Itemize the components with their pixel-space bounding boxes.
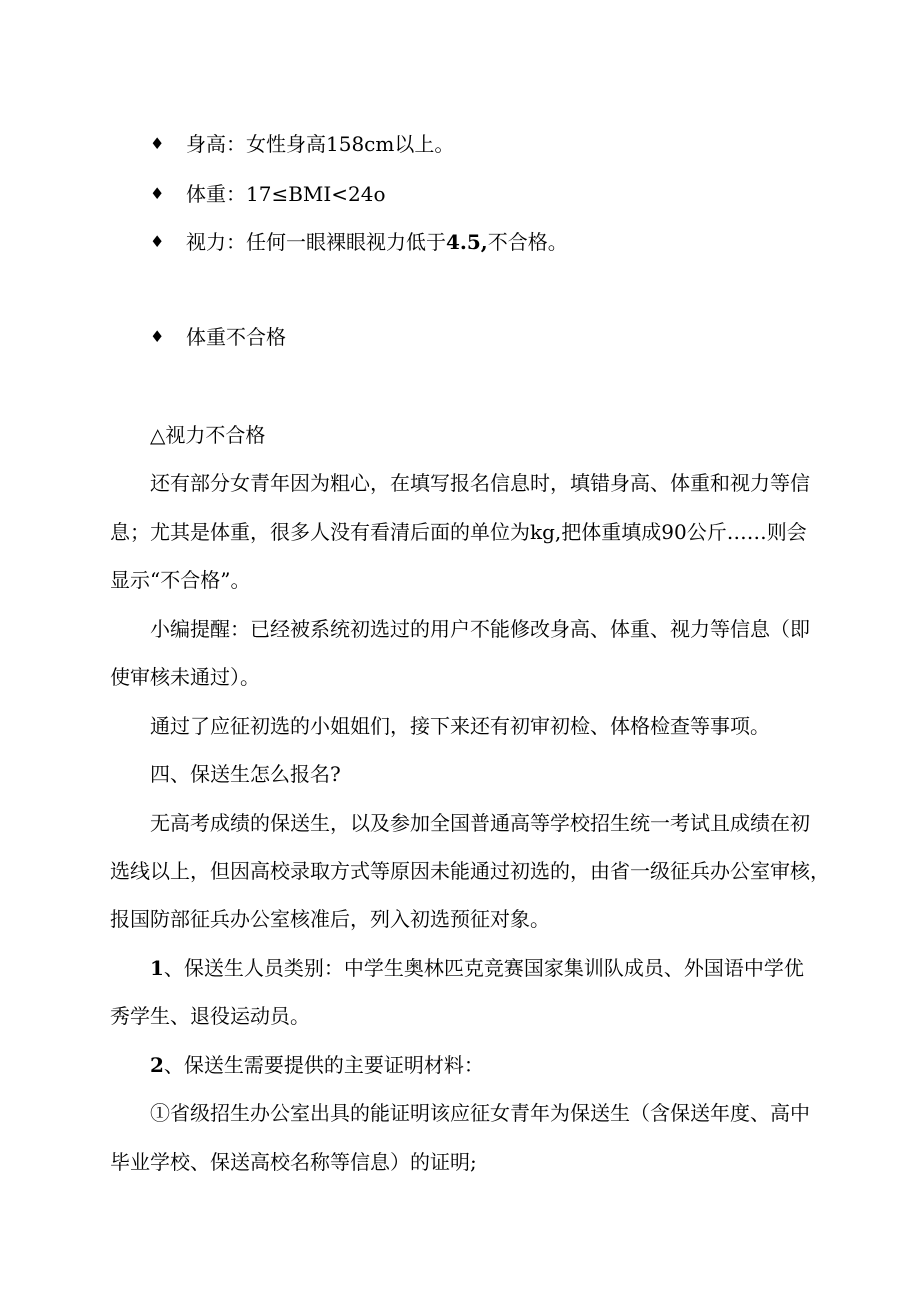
item-1-number: 1 bbox=[150, 956, 164, 980]
item-3-line-1: ①省级招生办公室出具的能证明该应征女青年为保送生（含保送年度、高中 bbox=[150, 1101, 810, 1125]
diamond-bullet-icon: ♦ bbox=[150, 232, 165, 251]
item-2-number: 2 bbox=[150, 1053, 164, 1077]
bullet-vision-pre: 视力：任何一眼裸眼视力低于 bbox=[186, 230, 446, 254]
bullet-height: 身高：女性身高158cm以上。 bbox=[186, 132, 455, 156]
bullet-vision-value: 4.5, bbox=[446, 230, 488, 254]
bullet-vision-post: 不合格。 bbox=[487, 230, 568, 254]
diamond-bullet-icon: ♦ bbox=[150, 184, 165, 203]
item-3-line-2: 毕业学校、保送高校名称等信息）的证明; bbox=[110, 1150, 477, 1174]
triangle-item-vision-fail: △视力不合格 bbox=[150, 423, 266, 447]
item-1-line-1 bbox=[150, 956, 804, 980]
bullet-weight: 体重：17≤BMI<24o bbox=[186, 182, 386, 206]
item-2-text: 、保送生需要提供的主要证明材料： bbox=[163, 1053, 484, 1077]
diamond-bullet-icon: ♦ bbox=[150, 134, 165, 153]
item-1-line-2: 秀学生、退役运动员。 bbox=[110, 1004, 310, 1028]
paragraph-1-line-1: 还有部分女青年因为粗心，在填写报名信息时，填错身高、体重和视力等信 bbox=[150, 471, 810, 495]
diamond-bullet-icon: ♦ bbox=[150, 327, 165, 346]
paragraph-4-line-2: 选线以上，但因高校录取方式等原因未能通过初选的，由省一级征兵办公室审核， bbox=[110, 859, 830, 883]
paragraph-4-line-1: 无高考成绩的保送生，以及参加全国普通高等学校招生统一考试且成绩在初 bbox=[150, 811, 810, 835]
section-heading-4: 四、保送生怎么报名? bbox=[150, 762, 341, 786]
paragraph-1-line-2: 息；尤其是体重，很多人没有看清后面的单位为kg,把体重填成90公斤……则会 bbox=[110, 520, 807, 544]
paragraph-2-line-1: 小编提醒：已经被系统初选过的用户不能修改身高、体重、视力等信息（即 bbox=[150, 617, 810, 641]
bullet-vision bbox=[186, 230, 568, 254]
item-1-text: 、保送生人员类别：中学生奥林匹克竞赛国家集训队成员、外国语中学优 bbox=[163, 956, 804, 980]
paragraph-2-line-2: 使审核未通过）。 bbox=[110, 665, 260, 689]
paragraph-4-line-3: 报国防部征兵办公室核准后，列入初选预征对象。 bbox=[110, 907, 550, 931]
item-2-line-1 bbox=[150, 1053, 484, 1077]
bullet-weight-fail: 体重不合格 bbox=[186, 325, 286, 349]
paragraph-1-line-3: 显示“不合格”。 bbox=[110, 568, 251, 592]
paragraph-3-line-1: 通过了应征初选的小姐姐们，接下来还有初审初检、体格检查等事项。 bbox=[150, 714, 770, 738]
